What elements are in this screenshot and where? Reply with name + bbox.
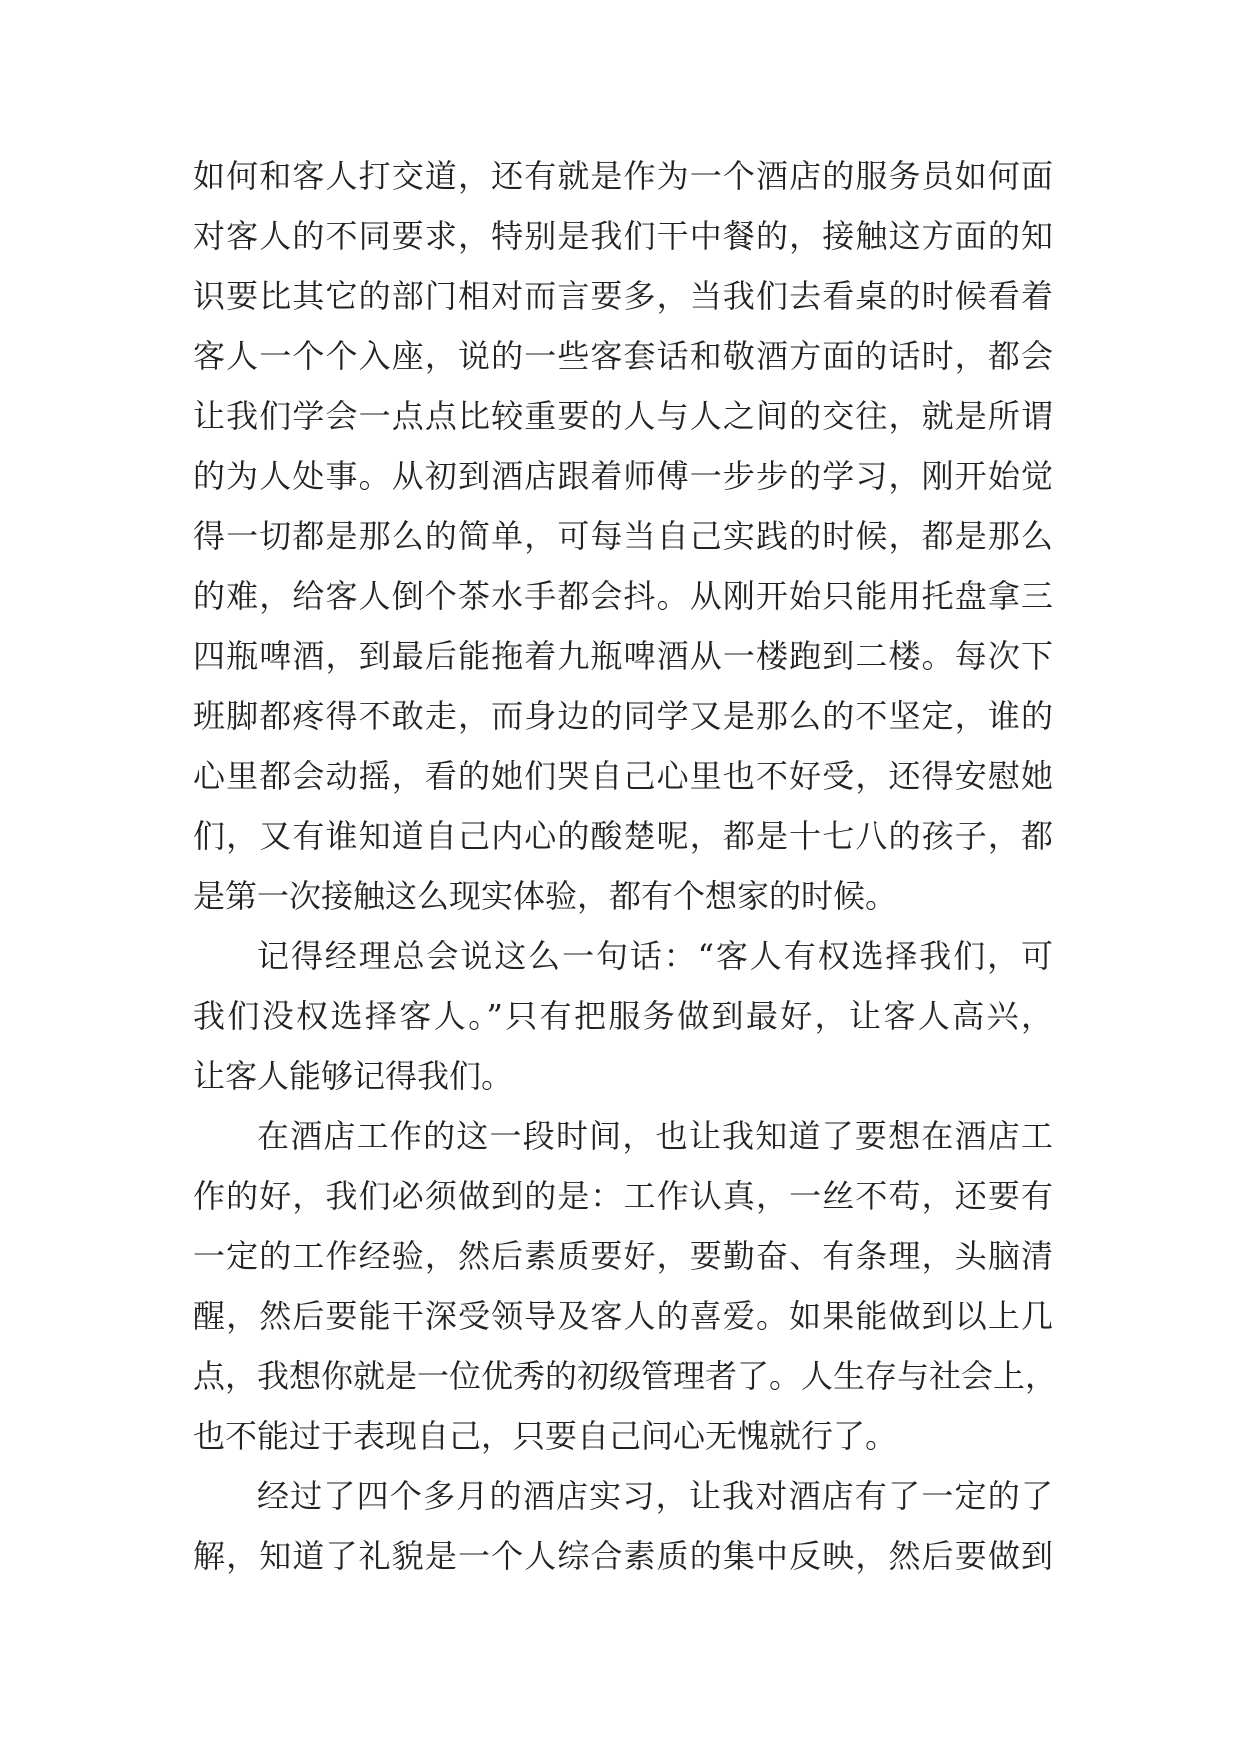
text-line: 让我们学会一点点比较重要的人与人之间的交往，就是所谓 bbox=[193, 397, 1053, 435]
text-line: 如何和客人打交道，还有就是作为一个酒店的服务员如何面 bbox=[193, 157, 1053, 195]
text-line: 客人一个个入座，说的一些客套话和敬酒方面的话时，都会 bbox=[193, 337, 1053, 375]
text-line: 的难，给客人倒个茶水手都会抖。从刚开始只能用托盘拿三 bbox=[193, 577, 1053, 615]
text-line: 点，我想你就是一位优秀的初级管理者了。人生存与社会上， bbox=[193, 1357, 1058, 1395]
text-line: 的为人处事。从初到酒店跟着师傅一步步的学习，刚开始觉 bbox=[193, 457, 1053, 495]
text-line: 识要比其它的部门相对而言要多，当我们去看桌的时候看着 bbox=[193, 277, 1053, 315]
text-line: 也不能过于表现自己，只要自己问心无愧就行了。 bbox=[193, 1417, 898, 1455]
text-line: 解，知道了礼貌是一个人综合素质的集中反映，然后要做到 bbox=[193, 1537, 1053, 1575]
text-line: 心里都会动摇，看的她们哭自己心里也不好受，还得安慰她 bbox=[193, 757, 1053, 795]
text-line: 是第一次接触这么现实体验，都有个想家的时候。 bbox=[193, 877, 898, 915]
text-line: 经过了四个多月的酒店实习，让我对酒店有了一定的了 bbox=[257, 1477, 1053, 1515]
text-line: 让客人能够记得我们。 bbox=[193, 1057, 514, 1095]
text-line: 们，又有谁知道自己内心的酸楚呢，都是十七八的孩子，都 bbox=[193, 817, 1053, 855]
text-line: 在酒店工作的这一段时间，也让我知道了要想在酒店工 bbox=[257, 1117, 1053, 1155]
text-line: 得一切都是那么的简单，可每当自己实践的时候，都是那么 bbox=[193, 517, 1053, 555]
text-line: 我们没权选择客人。”只有把服务做到最好，让客人高兴， bbox=[193, 997, 1053, 1035]
text-line: 记得经理总会说这么一句话：“客人有权选择我们，可 bbox=[257, 937, 1053, 975]
text-line: 四瓶啤酒，到最后能拖着九瓶啤酒从一楼跑到二楼。每次下 bbox=[193, 637, 1053, 675]
text-line: 对客人的不同要求，特别是我们干中餐的，接触这方面的知 bbox=[193, 217, 1053, 255]
text-line: 醒，然后要能干深受领导及客人的喜爱。如果能做到以上几 bbox=[193, 1297, 1053, 1335]
text-line: 一定的工作经验，然后素质要好，要勤奋、有条理，头脑清 bbox=[193, 1237, 1053, 1275]
text-line: 作的好，我们必须做到的是：工作认真，一丝不苟，还要有 bbox=[193, 1177, 1053, 1215]
text-line: 班脚都疼得不敢走，而身边的同学又是那么的不坚定，谁的 bbox=[193, 697, 1053, 735]
